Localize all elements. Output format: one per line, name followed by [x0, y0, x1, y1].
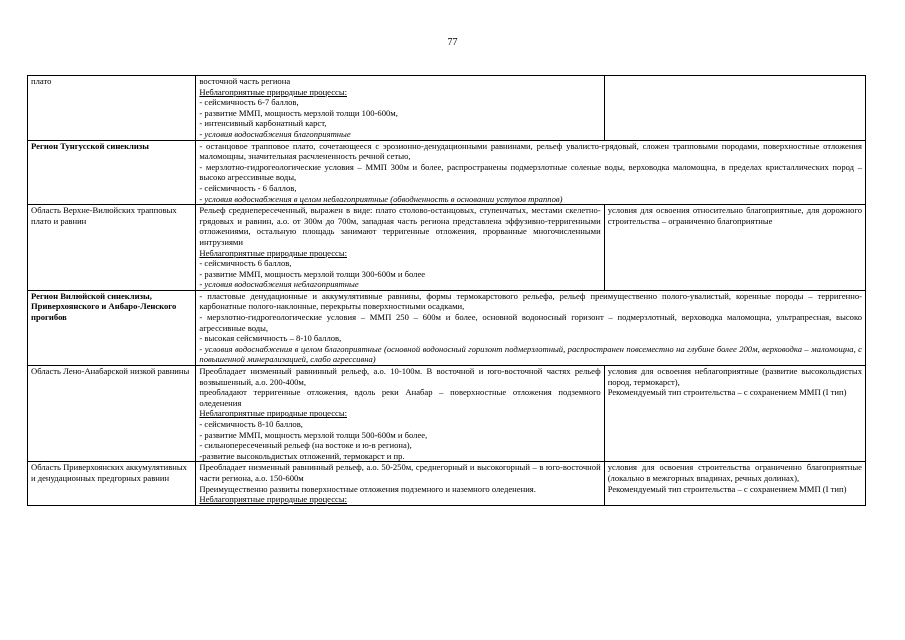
table-body [28, 76, 866, 506]
description-cell [196, 205, 604, 291]
text-line: - условия водоснабжения в целом неблагоприятные (обводненность в основании уступов траппов) [199, 193, 563, 204]
text-line: - сейсмичность 6 баллов, [199, 258, 292, 269]
text-line: - интенсивный карбонатный карст, [199, 118, 327, 129]
text-line: Рекомендуемый тип строительства – с сохранением ММП (I тип) [607, 483, 847, 494]
table-row [28, 140, 866, 205]
region-cell [28, 140, 196, 205]
text-line: условия для освоения строительства ограниченно благоприятные (локально в межгорных впадинах, речных долинах), [607, 462, 862, 483]
conditions-cell [604, 205, 865, 291]
text-line: - останцовое трапповое плато, сочетающееся с эрозионно-денудационными равнинами, рельеф увалисто-грядовый, сложен трапповыми породами, поверхностные отложения маломощны, значительная расчлененность речной сетью, [199, 140, 862, 162]
text-line: - мерзлотно-гидрогеологические условия – ММП 250 – 600м и более, основной водоносный горизонт – подмерзлотный, верховодка маломощна, ультрапресная, высоко агрессивные воды, [199, 312, 862, 333]
table-row [28, 290, 866, 365]
text-line: восточной часть региона [199, 76, 291, 86]
text-line: Преимущественно развиты поверхностные отложения подземного и наземного оледенения. [199, 483, 536, 494]
text-line: - сейсмичность - 6 баллов, [199, 182, 297, 193]
region-name: плато [31, 76, 52, 86]
table-row [28, 205, 866, 291]
region-cell [28, 76, 196, 141]
text-line: Рельеф среднепересеченный, выражен в виде: плато столово-останцовых, ступенчатых, местами скелетно-грядовых и равнин, а.о. от 300м до 700м, западная часть региона представлена эффузивно-терригенными отложениями, остальную площадь занимают терригенные отложения, прорванные многочисленными интрузиями [199, 205, 601, 247]
text-line: Преобладает низменный равнинный рельеф, а.о. 50-250м, среднегорный и высокогорный – в юго-восточной части региона, а.о. 150-600м [199, 462, 601, 483]
text-line: - мерзлотно-гидрогеологические условия – ММП 300м и более, распространены подмерзлотные соленые воды, верховодка маломощна, в пределах кристаллических пород – высоко агрессивные воды, [199, 161, 862, 183]
description-cell [196, 140, 866, 205]
region-name: Область Верхне-Вилюйских трапповых плато и равнин [31, 205, 177, 226]
table-row [28, 462, 866, 505]
text-line: - развитие ММП, мощность мерзлой толщи 100-600м, [199, 107, 398, 118]
table-row [28, 366, 866, 462]
text-line: условия для освоения неблагоприятные (развитие высокольдистых пород, термокарст), [607, 366, 862, 387]
text-line: - сейсмичность 6-7 баллов, [199, 97, 299, 108]
description-cell [196, 366, 604, 462]
text-line: - пластовые денудационные и аккумулятивные равнины, формы термокарстового рельефа, рельеф преимущественно полого-увалистый, коренные породы – терригенно-карбонатные полого-наклонные, перекрыты поверхностными осадками, [199, 290, 862, 312]
text-line: - развитие ММП, мощность мерзлой толщи 500-600м и более, [199, 429, 428, 440]
text-line: преобладают терригенные отложения, вдоль реки Анабар – поверхностные отложения подземного оледенения [199, 387, 601, 408]
text-line: Рекомендуемый тип строительства – с сохранением ММП (I тип) [607, 387, 847, 398]
region-cell [28, 366, 196, 462]
text-line: - условия водоснабжения в целом благоприятные (основной водоносный горизонт подмерзлотный, распространен повсеместно на глубине более 200м, верховодка – маломощна, с повышенной минерализацией, слабо агрессивна) [199, 343, 862, 365]
region-cell [28, 290, 196, 365]
region-cell [28, 462, 196, 505]
conditions-cell [604, 76, 865, 141]
text-line: - условия водоснабжения неблагоприятные [199, 279, 359, 290]
text-line: Преобладает низменный равнинный рельеф, а.о. 10-100м. В восточной и юго-восточной частях рельеф возвышенный, а.о. 200-400м, [199, 366, 601, 387]
text-line: - развитие ММП, мощность мерзлой толщи 300-600м и более [199, 268, 426, 279]
table-row [28, 76, 866, 141]
conditions-cell [604, 366, 865, 462]
region-cell [28, 205, 196, 291]
text-line: Неблагоприятные природные процессы: [199, 494, 347, 505]
region-name: Регион Вилюйской синеклизы, Привepхоянского и Анбаро-Ленского прогибов [31, 290, 177, 323]
conditions-cell [604, 462, 865, 505]
region-name: Область Привepхоянских аккумулятивных и денудационных предгорных равнин [31, 462, 187, 483]
text-line: - сильнопересеченный рельеф (на востоке и ю-в региона), [199, 440, 412, 451]
text-line: -развитие высокольдистых отложений, термокарст и пр. [199, 450, 405, 461]
text-line: условия для освоения относительно благоприятные, для дорожного строительства – ограниченно благоприятные [607, 205, 862, 226]
description-cell [196, 76, 604, 141]
description-cell [196, 290, 866, 365]
text-line: - высокая сейсмичность – 8-10 баллов, [199, 333, 342, 344]
regions-table [27, 75, 866, 506]
region-name: Регион Тунгусской синеклизы [31, 140, 149, 151]
text-line: - сейсмичность 8-10 баллов, [199, 419, 303, 429]
text-line: Неблагоприятные природные процессы: [199, 408, 347, 419]
text-line: Неблагоприятные природные процессы: [199, 86, 347, 97]
text-line: Неблагоприятные природные процессы: [199, 247, 347, 258]
text-line: - условия водоснабжения благоприятные [199, 128, 351, 139]
page-number: 77 [447, 37, 458, 48]
description-cell [196, 462, 604, 505]
region-name: Область Лено-Анабарской низкой равнины [31, 366, 190, 377]
